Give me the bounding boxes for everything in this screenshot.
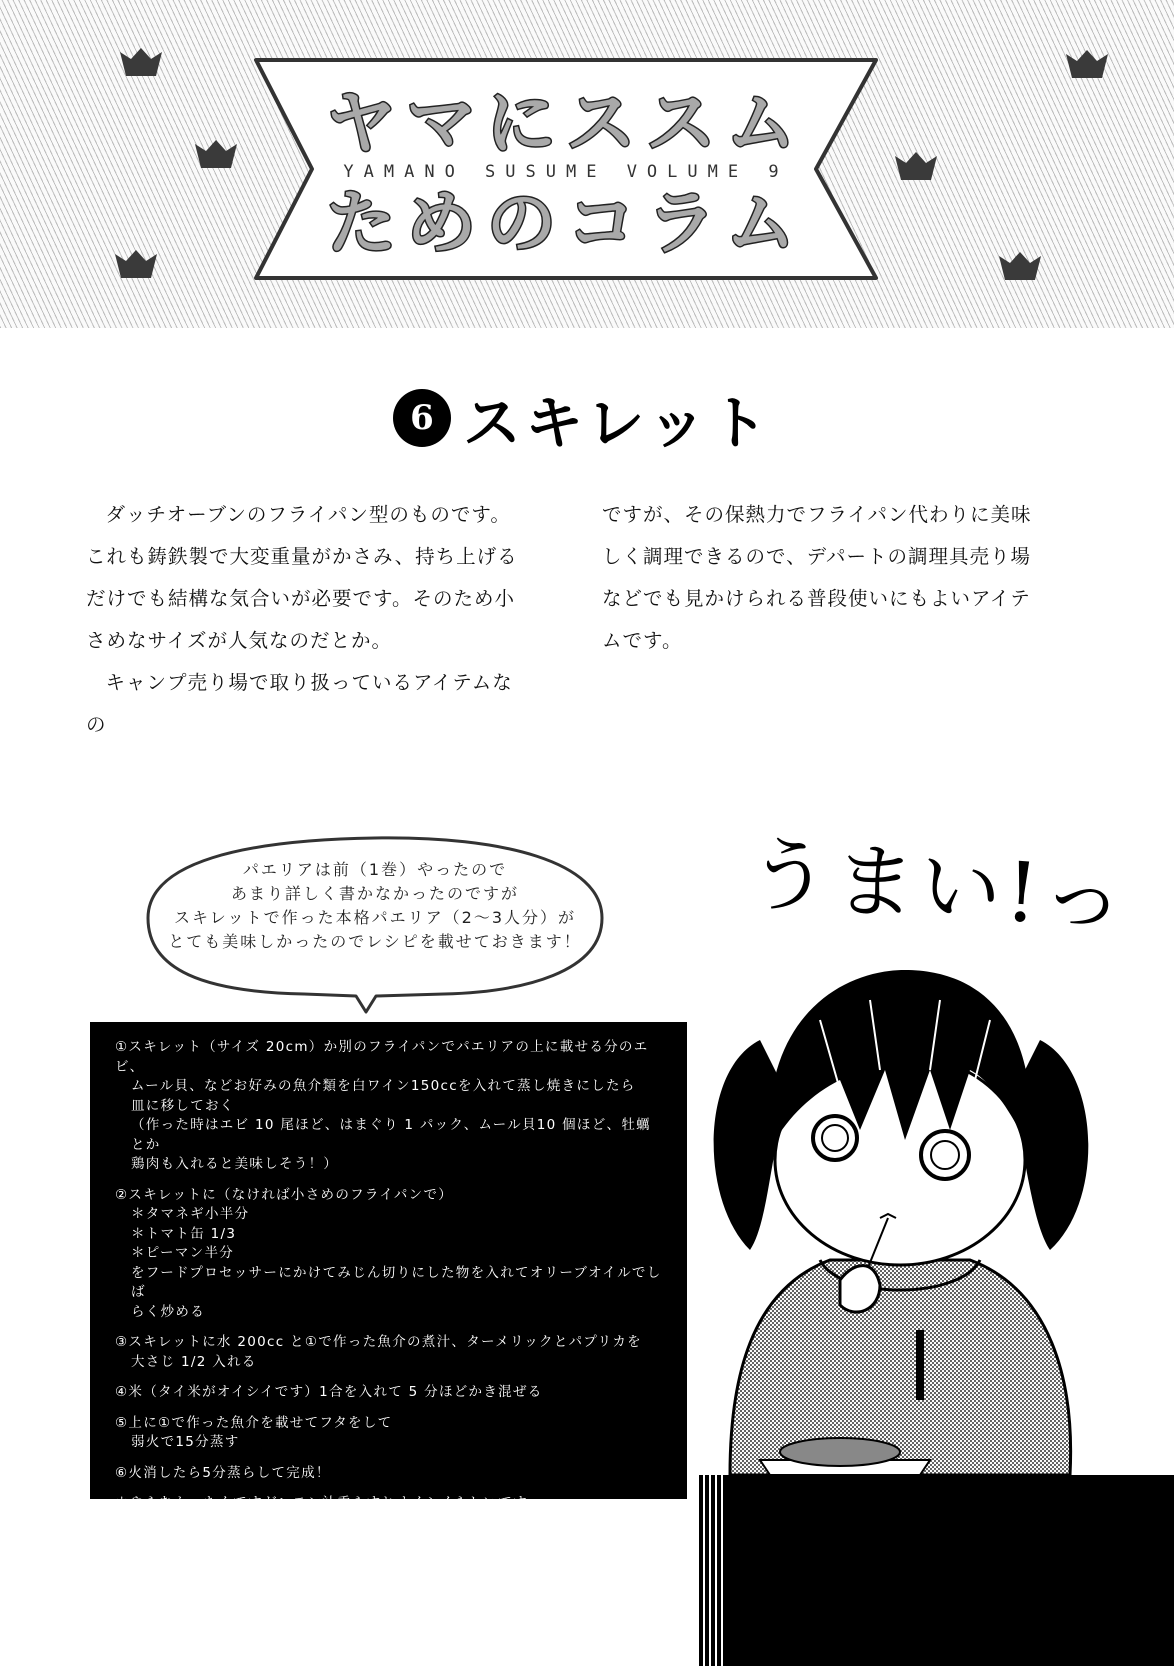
section-title — [393, 378, 772, 458]
crown-icon — [193, 140, 239, 170]
recipe-line: ＊タマネギ小半分 — [131, 1206, 250, 1222]
article-paragraph: ダッチオーブンのフライパン型のものです。これも鋳鉄製で大変重量がかさみ、持ち上げるだけでも結構な気合いが必要です。そのため小さめなサイズが人気なのだとか。 — [86, 503, 518, 652]
recipe-step-6 — [115, 1464, 663, 1484]
article-paragraph: ですが、その保熱力でフライパン代わりに美味しく調理できるので、デパートの調理具売り場などでも見かけられる普段使いにもよいアイテムです。 — [602, 503, 1032, 652]
article-column-left — [86, 494, 526, 746]
girl-character-icon — [690, 960, 1110, 1475]
exclamation-text: うまい!っ — [744, 826, 1132, 949]
recipe-step-2 — [115, 1186, 663, 1323]
recipe-note — [115, 1494, 663, 1514]
recipe-line: ④米（タイ米がオイシイです）1合を入れて 5 分ほどかき混ぜる — [115, 1384, 543, 1400]
recipe-line: ⑥火消したら5分蒸らして完成！ — [115, 1464, 331, 1481]
banner-title-line1: ヤマにススム — [326, 82, 806, 164]
recipe-line: ＊ピーマン半分 — [131, 1245, 235, 1261]
speech-line: スキレットで作った本格パエリア（2〜3人分）が — [173, 908, 577, 927]
speech-line: パエリアは前（1巻）やったので — [242, 860, 508, 879]
recipe-box — [90, 1022, 687, 1511]
recipe-step-1 — [115, 1038, 663, 1175]
crown-icon — [997, 252, 1043, 282]
recipe-line: （作った時はエビ 10 尾ほど、はまぐり 1 パック、ムール貝10 個ほど、牡蠣とか — [131, 1117, 651, 1153]
recipe-line: 大さじ 1/2 入れる — [131, 1353, 257, 1370]
section-number-badge: 6 — [393, 389, 451, 447]
recipe-line: をフードプロセッサーにかけてみじん切りにした物を入れてオリーブオイルでしば — [131, 1264, 662, 1300]
recipe-line: ⑤上に①で作った魚介を載せてフタをして — [115, 1414, 393, 1431]
recipe-line: ②スキレットに（なければ小さめのフライパンで） — [115, 1186, 454, 1203]
banner-title-line2: ためのコラム — [326, 182, 806, 264]
banner-subtitle: YAMANO SUSUME VOLUME 9 — [343, 162, 789, 182]
crown-icon — [118, 48, 164, 78]
crown-icon — [893, 152, 939, 182]
speech-line: とても美味しかったのでレシピを載せておきます！ — [168, 932, 582, 951]
title-banner — [250, 56, 882, 282]
article-column-right — [602, 494, 1042, 662]
recipe-line: ＊トマト缶 1/3 — [131, 1225, 237, 1242]
article-paragraph: キャンプ売り場で取り扱っているアイテムなの — [86, 671, 513, 736]
character-illustration — [690, 960, 1110, 1475]
recipe-line: らく炒める — [131, 1303, 205, 1320]
recipe-step-4 — [115, 1383, 663, 1403]
recipe-step-5 — [115, 1414, 663, 1453]
header-band — [0, 0, 1174, 328]
speech-bubble — [144, 832, 606, 1022]
recipe-line: ＊やらなかったんですがレモン汁垂らすとオイシイらしいです — [115, 1495, 529, 1511]
table-silhouette — [697, 1475, 1174, 1666]
recipe-line: ①スキレット（サイズ 20cm）か別のフライパンでパエリアの上に載せる分のエビ、 — [115, 1039, 649, 1075]
recipe-line: 鶏肉も入れると美味しそう！） — [131, 1156, 339, 1172]
recipe-line: 弱火で15分蒸す — [131, 1434, 240, 1450]
recipe-line: ムール貝、などお好みの魚介類を白ワイン150ccを入れて蒸し焼きにしたら — [131, 1078, 636, 1094]
recipe-step-3 — [115, 1333, 663, 1372]
crown-icon — [113, 250, 159, 280]
table-edge-lines — [697, 1475, 727, 1666]
speech-bubble-text — [144, 858, 606, 954]
recipe-line: 皿に移しておく — [131, 1097, 235, 1114]
speech-line: あまり詳しく書かなかったのですが — [230, 884, 519, 903]
recipe-line: ③スキレットに水 200cc と①で作った魚介の煮汁、ターメリックとパプリカを — [115, 1334, 642, 1350]
section-title-text: スキレット — [463, 389, 772, 457]
crown-icon — [1064, 50, 1110, 80]
